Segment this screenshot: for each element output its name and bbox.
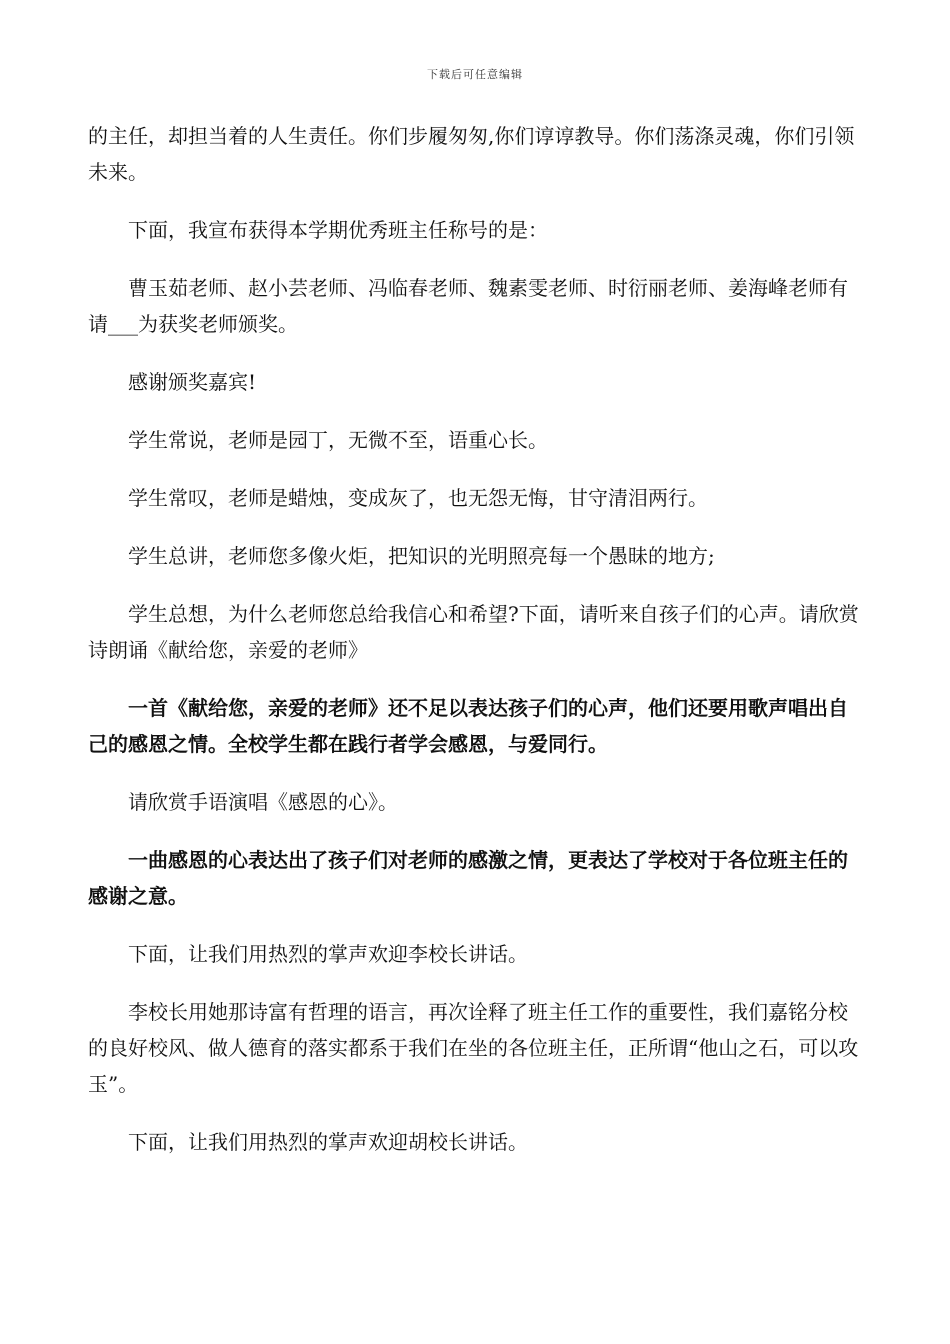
paragraph: 下面，让我们用热烈的掌声欢迎胡校长讲话。	[128, 1130, 528, 1154]
paragraph: 请欣赏手语演唱《感恩的心》。	[128, 790, 398, 814]
paragraph: 学生常说，老师是园丁，无微不至，语重心长。	[128, 428, 548, 452]
paragraph: 学生总讲，老师您多像火炬，把知识的光明照亮每一个愚昧的地方;	[128, 544, 715, 568]
paragraph-bold: 一曲感恩的心表达出了孩子们对老师的感激之情，更表达了学校对于各位班主任的感谢之意。	[88, 848, 848, 908]
document-body	[88, 118, 863, 1182]
paragraph-bold: 一首《献给您，亲爱的老师》还不足以表达孩子们的心声，他们还要用歌声唱出自己的感恩之情。全校学生都在践行者学会感恩，与爱同行。	[88, 696, 848, 756]
paragraph: 下面，让我们用热烈的掌声欢迎李校长讲话。	[128, 942, 528, 966]
paragraph: 曹玉茹老师、赵小芸老师、冯临春老师、魏素雯老师、时衍丽老师、姜海峰老师有请___为获奖老师颁奖。	[88, 276, 848, 336]
paragraph: 下面，我宣布获得本学期优秀班主任称号的是：	[128, 218, 548, 242]
paragraph: 学生常叹，老师是蜡烛，变成灰了，也无怨无悔，甘守清泪两行。	[128, 486, 708, 510]
page-header: 下载后可任意编辑	[427, 68, 523, 81]
paragraph: 学生总想，为什么老师您总给我信心和希望?下面，请听来自孩子们的心声。请欣赏诗朗诵《献给您，亲爱的老师》	[88, 602, 859, 662]
paragraph: 李校长用她那诗富有哲理的语言，再次诠释了班主任工作的重要性，我们嘉铭分校的良好校风、做人德育的落实都系于我们在坐的各位班主任，正所谓“他山之石，可以攻玉”。	[88, 1000, 859, 1096]
paragraph: 感谢颁奖嘉宾!	[128, 370, 257, 394]
paragraph: 的主任，却担当着的人生责任。你们步履匆匆,你们谆谆教导。你们荡涤灵魂，你们引领未来。	[88, 124, 855, 184]
